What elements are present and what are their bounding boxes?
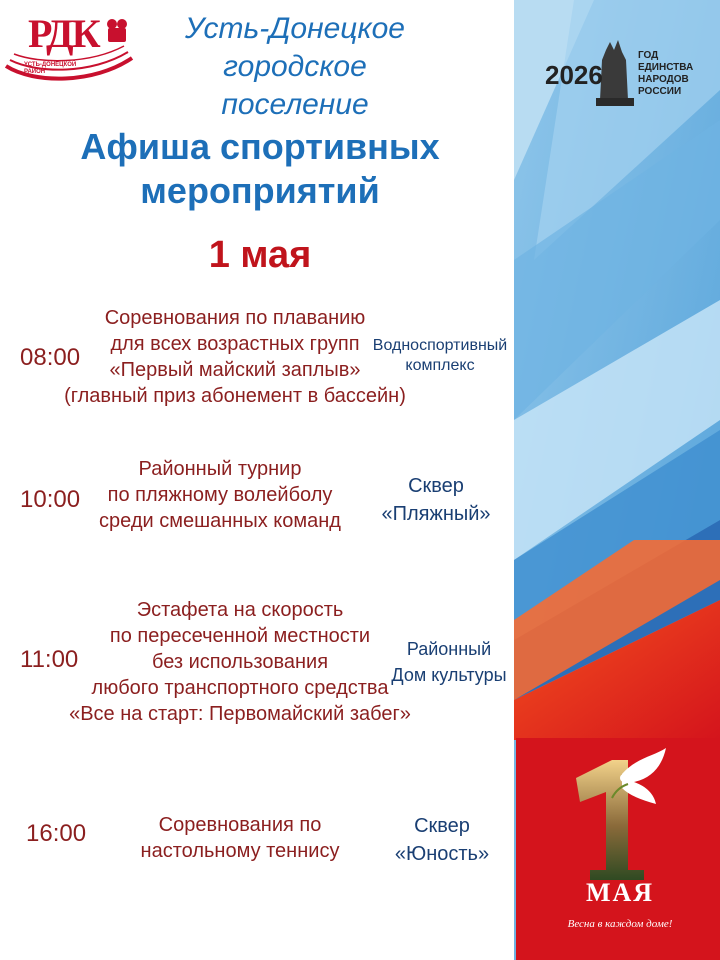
year-badge-text	[638, 50, 718, 98]
event-time-3: 11:00	[20, 646, 79, 673]
may-slogan: Весна в каждом доме!	[567, 918, 673, 930]
event-2-line-3: среди смешанных команд	[99, 510, 341, 532]
place-3-line-1: Районный	[406, 639, 492, 659]
event-time-4: 16:00	[26, 820, 87, 847]
place-1-line-2: комплекс	[405, 357, 475, 374]
event-4-line-1: Соревнования по	[158, 814, 322, 836]
event-date: 1 мая	[208, 234, 312, 276]
event-2-line-2: по пляжному волейболу	[107, 484, 333, 506]
badge-line-4: РОССИИ	[638, 86, 682, 97]
event-place-3	[384, 636, 514, 688]
event-3-line-4: любого транспортного средства	[91, 677, 389, 699]
event-time-1: 08:00	[20, 344, 81, 371]
place-2-line-1: Сквер	[408, 475, 464, 497]
org-line-1: Усть-Донецкое	[185, 12, 405, 45]
event-3-line-1: Эстафета на скорость	[136, 599, 344, 621]
event-3-line-5: «Все на старт: Первомайский забег»	[69, 703, 411, 725]
page-title	[30, 125, 490, 213]
event-description-4	[120, 812, 360, 864]
badge-line-1: ГОД	[638, 50, 659, 61]
may-label: МАЯ	[585, 878, 655, 907]
event-description-3	[60, 597, 420, 727]
event-2-line-1: Районный турнир	[138, 458, 302, 480]
place-3-line-2: Дом культуры	[391, 665, 507, 685]
event-1-line-4: (главный приз абонемент в бассейн)	[64, 385, 406, 407]
title-line-2: мероприятий	[140, 170, 380, 211]
badge-line-2: ЕДИНСТВА	[638, 62, 694, 73]
org-line-2: городское поселение	[221, 50, 369, 121]
place-4-line-1: Сквер	[414, 815, 470, 837]
event-place-1	[372, 336, 508, 376]
event-description-2	[80, 456, 360, 534]
badge-line-3: НАРОДОВ	[638, 74, 689, 85]
event-3-line-3: без использования	[151, 651, 329, 673]
place-2-line-2: «Пляжный»	[381, 503, 491, 525]
logo-text: РДК	[28, 11, 99, 56]
event-4-line-2: настольному теннису	[140, 840, 340, 862]
event-description-1	[60, 305, 410, 409]
event-3-line-2: по пересеченной местности	[109, 625, 371, 647]
event-1-line-1: Соревнования по плаванию	[104, 307, 366, 329]
logo-subtitle: УСТЬ-ДОНЕЦКОЙ РАЙОН	[24, 62, 77, 75]
event-place-2	[376, 472, 496, 528]
place-1-line-1: Водноспортивный	[372, 337, 508, 354]
event-place-4	[382, 812, 502, 868]
organization-name	[150, 10, 440, 124]
event-time-2: 10:00	[20, 486, 81, 513]
title-line-1: Афиша спортивных	[80, 126, 440, 167]
year-number: 2026	[545, 60, 603, 90]
place-4-line-2: «Юность»	[394, 843, 490, 865]
event-1-line-3: «Первый майский заплыв»	[109, 359, 361, 381]
event-1-line-2: для всех возрастных групп	[110, 333, 360, 355]
